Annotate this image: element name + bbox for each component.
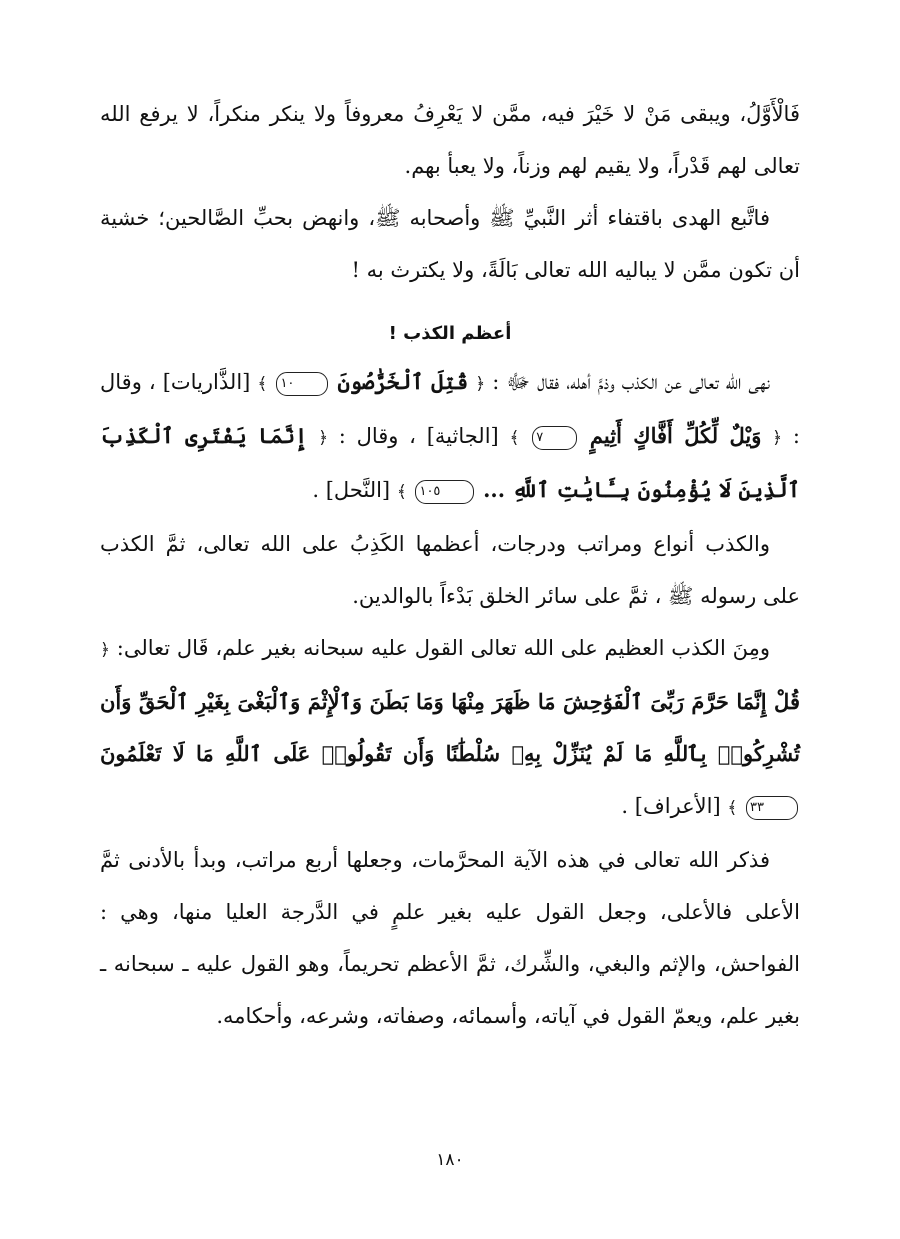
paragraph-4: والكذب أنواع ومراتب ودرجات، أعظمها الكَذِبُ على الله تعالى، ثمَّ الكذب على رسوله ﷺ ، ثمَّ على سائر الخلق بَدْءاً بالوالدين. xyxy=(100,532,800,608)
text-segment: نهى الله تعالى عن الكذب وذمَّ أهله، فقال ﷻ : xyxy=(485,370,770,394)
quran-verse: وَيْلٌ لِّكُلِّ أَفَّاكٍ أَثِيمٍ xyxy=(589,423,762,448)
text-segment: ومِنَ الكذب العظيم على الله تعالى القول عليه سبحانه بغير علم، قَال تعالى: xyxy=(109,636,770,660)
quran-verse: قُتِلَ ٱلْخَرَّٰصُونَ xyxy=(337,369,469,394)
ayah-number: ١٠ xyxy=(276,372,328,396)
quran-bracket-open: ﴿ xyxy=(475,374,486,394)
quran-bracket-open: ﴿ xyxy=(772,428,783,448)
page-number: ١٨٠ xyxy=(436,1150,464,1170)
paragraph-2: فاتَّبع الهدى باقتفاء أثر النَّبيِّ ﷺ وأصحابه ﷺ، وانهض بحبِّ الصَّالحين؛ خشية أن تكون ممَّن لا يباليه الله تعالى بَالَةً، ولا يكترث به ! xyxy=(100,206,800,282)
ayah-number: ١٠٥ xyxy=(415,480,474,504)
paragraph-1: فَالْأَوَّلُ، ويبقى مَنْ لا خَيْرَ فيه، ممَّن لا يَعْرِفُ معروفاً ولا ينكر منكراً، لا يرفع الله تعالى لهم قَدْراً، ولا يقيم لهم وزناً، ولا يعبأ بهم. xyxy=(100,102,800,178)
paragraph-5 xyxy=(100,622,800,834)
paragraph-3 xyxy=(100,356,800,518)
ayah-number: ٧ xyxy=(532,426,577,450)
quran-bracket-open: ﴿ xyxy=(100,640,110,660)
quran-bracket-close: ﴾ xyxy=(727,798,738,818)
page-body xyxy=(100,88,800,1042)
ayah-number: ٣٣ xyxy=(746,796,798,820)
quran-bracket-open: ﴿ xyxy=(318,428,329,448)
quran-bracket-close: ﴾ xyxy=(257,374,268,394)
quran-verse: إِنَّمَا يَفْتَرِى ٱلْكَذِبَ ٱلَّذِينَ لَا يُؤْمِنُونَ بِـَٔايَٰتِ ٱللَّهِ ... xyxy=(100,423,800,502)
quran-verse: قُلْ إِنَّمَا حَرَّمَ رَبِّىَ ٱلْفَوَٰحِشَ مَا ظَهَرَ مِنْهَا وَمَا بَطَنَ وَٱلْإِثْمَ وَٱلْبَغْىَ بِغَيْرِ ٱلْحَقِّ وَأَن تُشْرِكُوا۟ بِٱللَّهِ مَا لَمْ يُنَزِّلْ بِهِۦ سُلْطَٰنًا وَأَن تَقُولُوا۟ عَلَى ٱللَّهِ مَا لَا تَعْلَمُونَ xyxy=(100,689,800,766)
surah-reference: [الذَّاريات] ، وقال : xyxy=(100,370,800,448)
surah-reference: [النَّحل] . xyxy=(312,478,397,502)
quran-bracket-close: ﴾ xyxy=(509,428,520,448)
surah-reference: [الجاثية] ، وقال : xyxy=(328,424,510,448)
paragraph-6: فذكر الله تعالى في هذه الآية المحرَّمات، وجعلها أربع مراتب، وبدأ بالأدنى ثمَّ الأعلى فالأعلى، وجعل القول عليه بغير علمٍ في الدَّرجة العليا منها، وهي : الفواحش، والإثم والبغي، والشِّرك، ثمَّ الأعظم تحريماً، وهو القول عليه ـ سبحانه ـ بغير علم، ويعمّ القول في آياته، وأسمائه، وصفاته، وشرعه، وأحكامه. xyxy=(100,848,800,1028)
section-heading: أعظم الكذب ! xyxy=(388,323,512,344)
surah-reference: [الأعراف] . xyxy=(621,794,728,818)
quran-bracket-close: ﴾ xyxy=(396,482,407,502)
